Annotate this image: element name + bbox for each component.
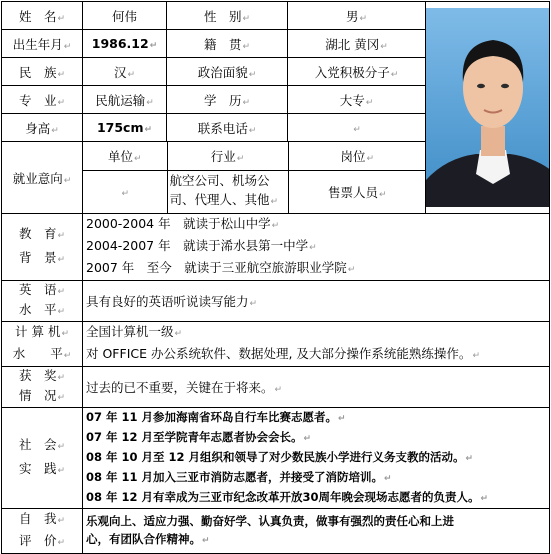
- intention-col-industry: 行业↵: [167, 142, 288, 170]
- self-eval-value: 乐观向上、适应力强、勤奋好学、认真负责，做事有强烈的责任心和上进 心，有团队合作精神。↵: [83, 509, 550, 554]
- major-label: 专 业↵: [2, 86, 83, 114]
- profile-photo: [426, 8, 550, 207]
- education-label: 教 育↵ 背 景↵: [2, 214, 83, 281]
- intention-block: [83, 142, 426, 214]
- awards-label: 获 奖↵ 情 况↵: [2, 367, 83, 408]
- phone-label: 联系电话↵: [167, 114, 288, 142]
- native-value: 湖北 黄冈↵: [288, 30, 426, 58]
- ethnic-label: 民 族↵: [2, 58, 83, 86]
- birth-label: 出生年月↵: [2, 30, 83, 58]
- native-label: 籍 贯↵: [167, 30, 288, 58]
- gender-value: 男↵: [288, 2, 426, 30]
- intention-subtable: [83, 142, 426, 213]
- self-eval-label: 自 我↵ 评 价↵: [2, 509, 83, 554]
- political-label: 政治面貌↵: [167, 58, 288, 86]
- computer-value: 全国计算机一级↵ 对 OFFICE 办公系统软件、数据处理, 及大部分操作系统能熟练操作。↵: [83, 322, 550, 367]
- major-value: 民航运输↵: [83, 86, 167, 114]
- photo-cell: [426, 2, 550, 214]
- intention-position-value: 售票人员↵: [327, 184, 387, 200]
- practice-item: 07 年 12 月至学院青年志愿者协会会长。↵: [86, 430, 312, 444]
- phone-value: ↵: [288, 114, 426, 142]
- name-label: 姓 名↵: [2, 2, 83, 30]
- name-value: 何伟: [83, 2, 167, 30]
- education-item: 2000-2004 年 就读于松山中学↵: [86, 216, 280, 231]
- computer-label: 计 算 机↵ 水 平↵: [2, 322, 83, 367]
- intention-unit-value: ↵: [83, 170, 167, 213]
- intention-industry-value: 航空公司、机场公 司、代理人、其他↵: [167, 170, 288, 213]
- practice-item: 08 年 10 月至 12 月组织和领导了对少数民族小学进行义务支教的活动。↵: [86, 450, 474, 464]
- ethnic-value: 汉↵: [83, 58, 167, 86]
- height-value: 175cm↵: [83, 114, 167, 142]
- edu-value: 大专↵: [288, 86, 426, 114]
- practice-item: 08 年 12 月有幸成为三亚市纪念改革开放30周年晚会现场志愿者的负责人。↵: [86, 490, 489, 504]
- intention-col-unit: 单位↵: [83, 142, 167, 170]
- portrait-image: [426, 8, 550, 207]
- education-list: [83, 214, 550, 281]
- education-item: 2004-2007 年 就读于浠水县第一中学↵: [86, 238, 317, 253]
- practice-list: [83, 408, 550, 509]
- intention-col-position: 岗位↵: [288, 142, 426, 170]
- political-value: 入党积极分子↵: [288, 58, 426, 86]
- height-label: 身高↵: [2, 114, 83, 142]
- english-value: 具有良好的英语听说读写能力↵: [83, 281, 550, 322]
- awards-value: 过去的已不重要，关键在于将来。↵: [83, 367, 550, 408]
- practice-label: 社 会↵ 实 践↵: [2, 408, 83, 509]
- edu-label: 学 历↵: [167, 86, 288, 114]
- resume-table: [1, 1, 550, 554]
- english-label: 英 语↵ 水 平↵: [2, 281, 83, 322]
- education-item: 2007 年 至今 就读于三亚航空旅游职业学院↵: [86, 260, 356, 275]
- intention-label: 就业意向↵: [2, 142, 83, 214]
- practice-item: 08 年 11 月加入三亚市消防志愿者，并接受了消防培训。↵: [86, 470, 392, 484]
- gender-label: 性 别↵: [167, 2, 288, 30]
- practice-item: 07 年 11 月参加海南省环岛自行车比赛志愿者。↵: [86, 410, 346, 424]
- birth-value: 1986.12↵: [83, 30, 167, 58]
